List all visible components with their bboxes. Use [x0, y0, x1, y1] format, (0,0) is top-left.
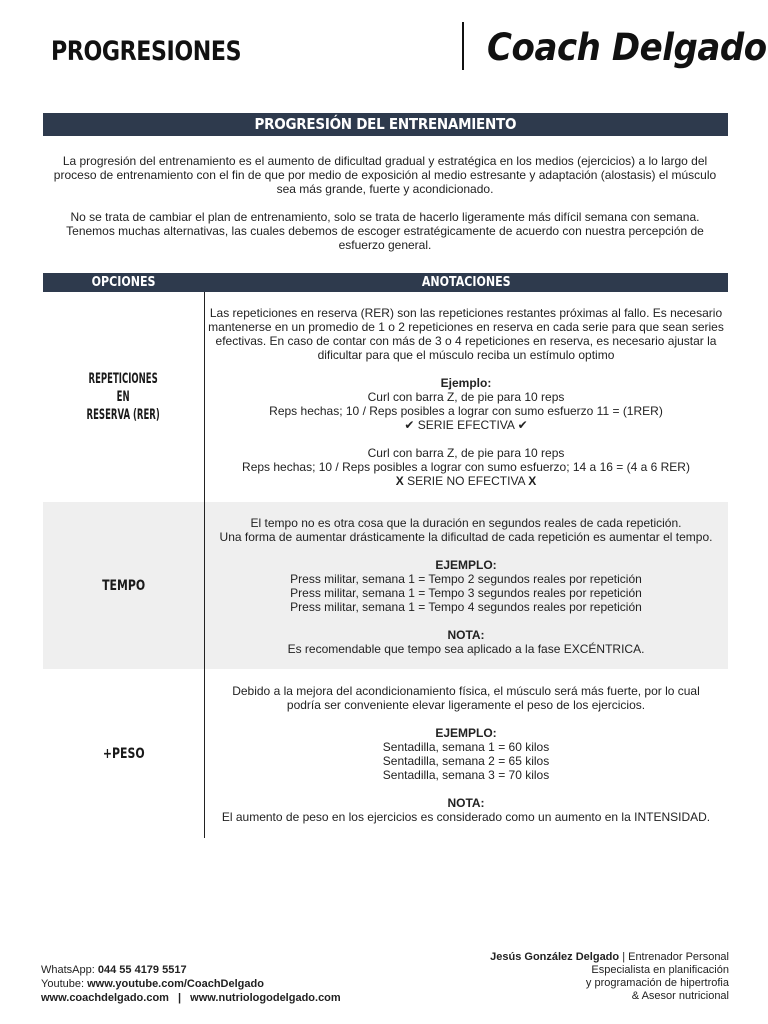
youtube-link[interactable]: www.youtube.com/CoachDelgado: [87, 978, 264, 990]
author-role: | Entrenador Personal: [622, 951, 729, 963]
option-label: +PESO: [102, 745, 145, 762]
contact-info: WhatsApp: 044 55 4179 5517 Youtube: www.youtube.com/CoachDelgado www.coachdelgado.com | www.nutriologodelgado.com: [41, 964, 341, 1004]
intro-text: [50, 154, 720, 252]
column-divider: [204, 292, 205, 838]
check-icon: ✔: [404, 418, 415, 432]
tempo-note: NOTA: Es recomendable que tempo sea aplicado a la fase EXCÉNTRICA.: [287, 628, 645, 656]
cross-icon: X: [395, 474, 404, 488]
intro-paragraph-1: La progresión del entrenamiento es el aumento de dificultad gradual y estratégica en los medios (ejercicios) a lo largo del proceso de entrenamiento con el fin de que por medio de exposición al medio estresante y adaptación (alostasis) el músculo sea más grande, fuerte y acondicionado.: [53, 154, 717, 196]
table-header: [43, 273, 728, 292]
ineffective-set-result: X SERIE NO EFECTIVA X: [395, 474, 537, 488]
author-name: Jesús González Delgado: [490, 951, 620, 963]
table-row-peso: [43, 669, 728, 838]
check-icon: ✔: [517, 418, 528, 432]
col-header-options: OPCIONES: [91, 275, 156, 290]
page-title: PROGRESIONES: [51, 36, 242, 67]
intro-paragraph-2: No se trata de cambiar el plan de entrenamiento, solo se trata de hacerlo ligeramente más difícil semana con semana. Tenemos muchas alternativas, las cuales debemos de escoger estratégicamente de acuerdo con nuestra percepción de esfuerzo general.: [66, 210, 704, 252]
rer-example-1: Ejemplo: Curl con barra Z, de pie para 10 reps Reps hechas; 10 / Reps posibles a lograr con sumo esfuerzo 11 = (1RER) ✔ SERIE EFECTIVA ✔: [204, 376, 728, 432]
col-header-notes: ANOTACIONES: [421, 275, 511, 290]
option-notes: [204, 516, 728, 656]
peso-example: EJEMPLO: Sentadilla, semana 1 = 60 kilos Sentadilla, semana 2 = 65 kilos Sentadilla, semana 3 = 70 kilos: [382, 726, 550, 782]
cross-icon: X: [528, 474, 537, 488]
section-title-bar: [43, 113, 728, 136]
tempo-example: EJEMPLO: Press militar, semana 1 = Tempo 2 segundos reales por repetición Press militar, semana 1 = Tempo 3 segundos reales por repetición Press militar, semana 1 = Tempo 4 segundos reales por repetición: [290, 558, 642, 614]
option-label: TEMPO: [101, 577, 146, 594]
author-info: Jesús González Delgado | Entrenador Personal Especialista en planificación y programación de hipertrofia & Asesor nutricional: [490, 951, 729, 1002]
brand-logo: Coach Delgado: [487, 26, 767, 69]
website-link-2[interactable]: www.nutriologodelgado.com: [190, 992, 341, 1004]
header-divider: [462, 22, 464, 70]
peso-description: Debido a la mejora del acondicionamiento física, el músculo será más fuerte, por lo cual podría ser conveniente elevar ligeramente el peso de los ejercicios.: [232, 684, 700, 712]
table-row-rer: [43, 292, 728, 502]
option-notes: [204, 306, 728, 488]
option-label: REPETICIONES EN RESERVA (RER): [86, 371, 161, 423]
table-row-tempo: [43, 502, 728, 669]
effective-set-result: ✔ SERIE EFECTIVA ✔: [404, 418, 528, 432]
section-title: PROGRESIÓN DEL ENTRENAMIENTO: [254, 115, 517, 133]
option-notes: [204, 684, 728, 824]
rer-example-2: Curl con barra Z, de pie para 10 reps Reps hechas; 10 / Reps posibles a lograr con sumo esfuerzo; 14 a 16 = (4 a 6 RER) X SERIE NO EFECTIVA X: [204, 446, 728, 488]
website-link-1[interactable]: www.coachdelgado.com: [41, 992, 169, 1004]
tempo-description: El tempo no es otra cosa que la duración en segundos reales de cada repetición. Una forma de aumentar drásticamente la dificultad de cada repetición es aumentar el tempo.: [219, 516, 713, 544]
rer-description: Las repeticiones en reserva (RER) son las repeticiones restantes próximas al fallo. Es necesario mantenerse en un promedio de 1 o 2 repeticiones en reserva en cada serie para que sean series efectivas. En caso de contar con más de 3 o 4 repeticiones en reserva, es necesario ajustar la dificultar para que el músculo reciba un estímulo optimo: [208, 306, 724, 362]
whatsapp-number: 044 55 4179 5517: [97, 964, 187, 976]
peso-note: NOTA: El aumento de peso en los ejercicios es considerado como un aumento en la INTENSIDAD.: [221, 796, 711, 824]
